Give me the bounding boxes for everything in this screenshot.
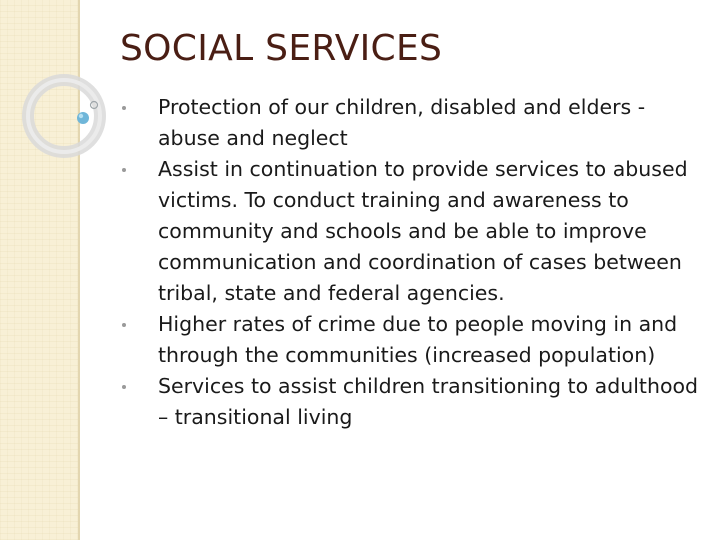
bullet-text: Higher rates of crime due to people moving in and through the communities (increased population) [158, 312, 678, 367]
bullet-text: Assist in continuation to provide services to abused victims. To conduct training and awareness to community and schools and be able to improve communication and coordination of cases between tribal, state and federal agencies. [158, 157, 688, 305]
bullet-item [122, 92, 712, 154]
bullet-item [122, 309, 712, 371]
bullet-item [122, 371, 712, 433]
bullet-icon [122, 385, 126, 389]
bullet-text: Services to assist children transitioning to adulthood – transitional living [158, 374, 699, 429]
bullet-icon [122, 168, 126, 172]
slide-title: SOCIAL SERVICES [120, 28, 443, 69]
bullet-list [122, 92, 712, 433]
bullet-icon [122, 106, 126, 110]
bullet-text: Protection of our children, disabled and elders - abuse and neglect [158, 95, 646, 150]
bullet-icon [122, 323, 126, 327]
ring-icon [28, 80, 100, 152]
bullet-item [122, 154, 712, 309]
